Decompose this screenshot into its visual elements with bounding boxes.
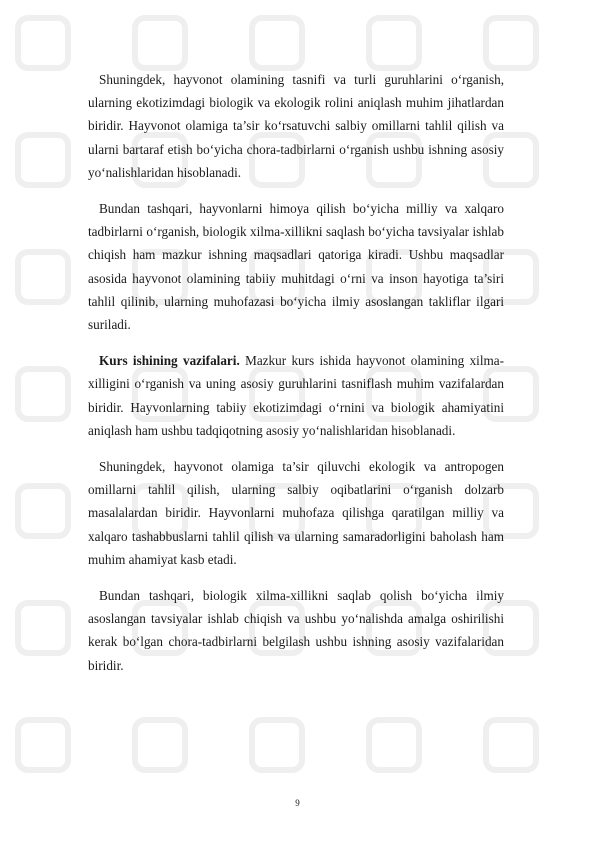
document-body: [88, 68, 504, 690]
paragraph-5: [88, 584, 504, 677]
paragraph-3-text: Mazkur kurs ishida hayvonot olamining xilma-xilligini o‘rganish va uning asosiy guruhlarini tasniflash muhim vazifalardan biridir. Hayvonlarning tabiiy ekotizimdagi o‘rnini va biologik ahamiyatini aniqlash ham ushbu tadqiqotning asosiy yo‘nalishlaridan hisoblanadi.: [88, 353, 504, 438]
paragraph-2: [88, 197, 504, 336]
page-number: 9: [295, 798, 300, 808]
paragraph-5-text: Bundan tashqari, biologik xilma-xillikni saqlab qolish bo‘yicha ilmiy asoslangan tavsiyalar ishlab chiqish va ushbu yo‘nalishda amalga oshirilishi kerak bo‘lgan chora-tadbirlarni belgilash ushbu ishning asosiy vazifalaridan biridir.: [88, 588, 504, 673]
paragraph-4-text: Shuningdek, hayvonot olamiga ta’sir qiluvchi ekologik va antropogen omillarni tahlil qilish, ularning salbiy oqibatlarini o‘rganish dolzarb masalalardan biridir. Hayvonlarni muhofaza qilishga qaratilgan milliy va xalqaro tashabbuslarni tahlil qilish va ularning samaradorligini baholash ham muhim ahamiyat kasb etadi.: [88, 459, 504, 567]
section-heading-kurs-vazifalari: Kurs ishining vazifalari.: [99, 353, 240, 369]
paragraph-1: [88, 68, 504, 184]
paragraph-1-text: Shuningdek, hayvonot olamining tasnifi va turli guruhlarini o‘rganish, ularning ekotizimdagi biologik va ekologik rolini aniqlash muhim jihatlardan biridir. Hayvonot olamiga ta’sir ko‘rsatuvchi salbiy omillarni tahlil qilish va ularni bartaraf etish bo‘yicha chora-tadbirlarni o‘rganish ushbu ishning asosiy yo‘nalishlaridan hisoblanadi.: [88, 72, 504, 180]
paragraph-2-text: Bundan tashqari, hayvonlarni himoya qilish bo‘yicha milliy va xalqaro tadbirlarni o‘rganish, biologik xilma-xillikni saqlash bo‘yicha tavsiyalar ishlab chiqish ham mazkur ishning maqsadlari qatoriga kiradi. Ushbu maqsadlar asosida hayvonot olamining tabiiy muhitdagi o‘rni va inson hayotiga ta’siri tahlil qilinib, ularning muhofazasi bo‘yicha ilmiy asoslangan takliflar ilgari suriladi.: [88, 201, 504, 333]
paragraph-4: [88, 455, 504, 571]
paragraph-3: [88, 349, 504, 442]
